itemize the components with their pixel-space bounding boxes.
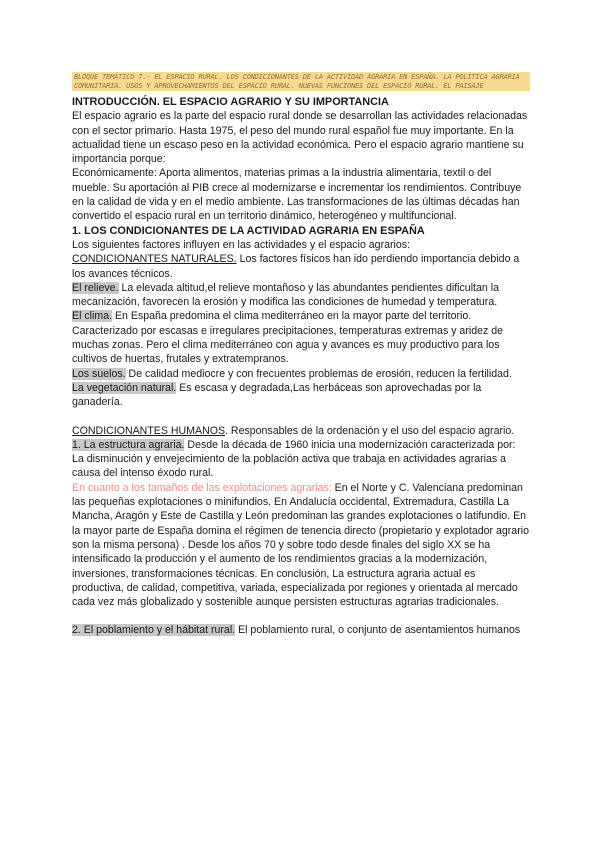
climate-label: El clima. (72, 310, 113, 323)
section1-heading: 1. LOS CONDICIONANTES DE LA ACTIVIDAD AGRARIA EN ESPAÑA (72, 224, 425, 237)
settlement-text: El poblamiento rural, o conjunto de asentamientos humanos (235, 624, 521, 637)
decline-paragraph: La disminución y envejecimiento de la población activa que trabaja en actividades agrarias a causa del intenso éxodo rural. (72, 453, 507, 480)
vegetation-label: La vegetación natural. (72, 381, 177, 394)
human-factors-label: CONDICIONANTES HUMANOS (72, 424, 226, 437)
climate-paragraph (72, 309, 530, 366)
structure-text: Desde la década de 1960 inicia una modernización caracterizada por: (184, 438, 516, 451)
structure-paragraph (72, 438, 530, 452)
vegetation-text: Es escasa y degradada,Las herbáceas son aprovechadas por la ganadería. (72, 381, 482, 409)
relief-label: El relieve. (72, 281, 119, 294)
spacer (72, 609, 530, 623)
block-title-banner: BLOQUE TEMÁTICO 7.- EL ESPACIO RURAL. LOS CONDICIONANTES DE LA ACTIVIDAD AGRARIA EN ESPAÑA. LA POLÍTICA AGRARIA COMUNITARIA. USOS Y APROVECHAMIENTOS DEL ESPACIO RURAL. NUEVAS FUNCIONES DEL ESPACIO RURAL. EL PAISAJE (72, 72, 530, 91)
farm-size-text: En el Norte y C. Valenciana predominan las pequeñas explotaciones o minifundios. En Andalucía occidental, Extremadura, Castilla La Mancha, Aragón y Este de Castilla y León predominan las grandes explotaciones o latifundio. En la mayor parte de España domina el régimen de tenencia directo (propietario y explotador agrario son la misma persona) . Desde los años 70 y sobre todo desde finales del siglo XX se ha intensificado la producción y el aumento de los rendimientos gracias a la modernización, inversiones, transformaciones técnicas. En conclusión, La estructura agraria actual es productiva, de calidad, competitiva, variada, especializada por regiones y orientada al mercado cada vez más globalizado y sostenible aunque persisten estructuras agrarias tradicionales. (72, 481, 529, 609)
human-factors-text: . Responsables de la ordenación y el uso del espacio agrario. (225, 424, 515, 437)
vegetation-paragraph (72, 381, 530, 410)
relief-text: La elevada altitud,el relieve montañoso y las abundantes pendientes dificultan la mecanización, favorecen la erosión y modifica las condiciones de humedad y temperatura. (72, 281, 499, 309)
soils-label: Los suelos. (72, 367, 126, 380)
human-factors-paragraph (72, 424, 530, 438)
climate-text: En España predomina el clima mediterráneo en la mayor parte del territorio. Caracterizado por escasas e irregulares precipitaciones, temperaturas extremas y aridez de muchas zonas. Pero el clima mediterráneo con agua y avances es muy productivo para los cultivos de huertas, frutales y extratempranos. (72, 310, 504, 366)
intro-paragraph: El espacio agrario es la parte del espacio rural donde se desarrollan las actividades relacionadas con el sector primario. Hasta 1975, el peso del mundo rural español fue muy importante. En la actualidad tiene un escaso peso en la actividad económica. Pero el espacio agrario mantiene su importancia porque: (72, 110, 528, 166)
structure-label: 1. La estructura agraria. (72, 438, 185, 451)
section1-intro: Los siguientes factores influyen en las actividades y el espacio agrarios: (72, 238, 411, 251)
natural-factors-text: Los factores físicos han ido perdiendo importancia debido a los avances técnicos. (72, 253, 520, 280)
settlement-paragraph (72, 623, 530, 637)
settlement-label: 2. El poblamiento y el hábitat rural. (72, 624, 236, 637)
spacer (72, 410, 530, 424)
text-column (72, 72, 530, 638)
natural-factors-label: CONDICIONANTES NATURALES. (72, 253, 237, 266)
natural-factors-paragraph (72, 252, 530, 281)
farm-size-paragraph (72, 481, 530, 610)
soils-paragraph (72, 367, 530, 381)
farm-size-label: En cuanto a los tamaños de las explotaciones agrarias: (72, 481, 335, 494)
relief-paragraph (72, 281, 530, 310)
soils-text: De calidad mediocre y con frecuentes problemas de erosión, reducen la fertilidad. (125, 367, 512, 380)
economic-paragraph: Económicamente: Aporta alimentos, materias primas a la industria alimentaria, textil o del mueble. Su aportación al PIB crece al modernizarse e incrementar los rendimientos. Contribuye en la calidad de vida y en el medio ambiente. Las transformaciones de las últimas décadas han convertido el espacio rural en un territorio dinámico, heterogéneo y multifuncional. (72, 167, 522, 223)
intro-heading: INTRODUCCIÓN. EL ESPACIO AGRARIO Y SU IMPORTANCIA (72, 96, 389, 108)
